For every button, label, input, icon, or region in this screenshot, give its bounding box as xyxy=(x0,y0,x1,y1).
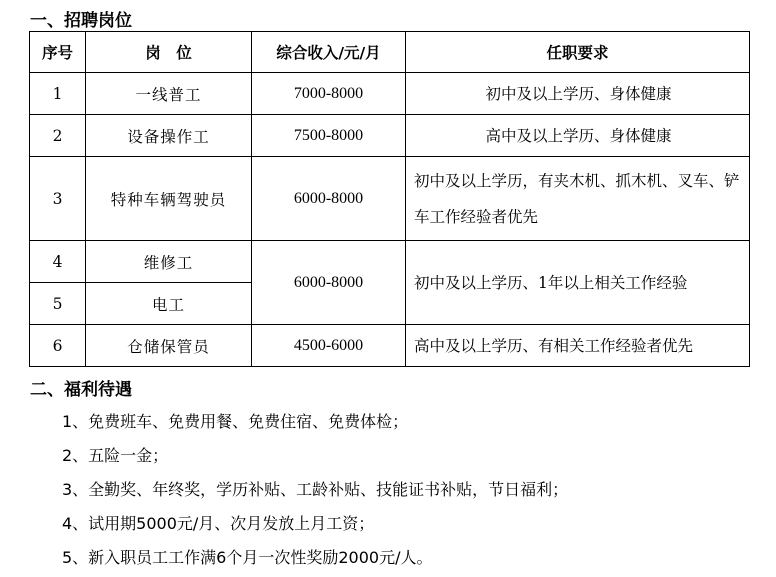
row-number: 1 xyxy=(30,73,86,115)
row-salary: 6000-8000 xyxy=(252,157,406,241)
row-number: 6 xyxy=(30,325,86,367)
row-position: 电工 xyxy=(86,283,252,325)
row-salary: 7500-8000 xyxy=(252,115,406,157)
list-item: 5、新入职员工工作满6个月一次性奖励2000元/人。 xyxy=(62,548,433,567)
row-position: 设备操作工 xyxy=(86,115,252,157)
row-number: 3 xyxy=(30,157,86,241)
table-row xyxy=(30,73,750,115)
row-position: 仓储保管员 xyxy=(86,325,252,367)
row-position: 特种车辆驾驶员 xyxy=(86,157,252,241)
row-salary: 4500-6000 xyxy=(252,325,406,367)
positions-table xyxy=(29,31,750,367)
row-requirement: 初中及以上学历、1年以上相关工作经验 xyxy=(406,241,750,325)
header-position: 岗 位 xyxy=(86,32,252,73)
table-row xyxy=(30,241,750,283)
table-row xyxy=(30,115,750,157)
table-row xyxy=(30,325,750,367)
row-requirement: 初中及以上学历，有夹木机、抓木机、叉车、铲车工作经验者优先 xyxy=(406,157,750,241)
row-requirement: 高中及以上学历、有相关工作经验者优先 xyxy=(406,325,750,367)
row-number: 2 xyxy=(30,115,86,157)
list-item: 3、全勤奖、年终奖，学历补贴、工龄补贴、技能证书补贴，节日福利； xyxy=(62,480,569,499)
row-number: 5 xyxy=(30,283,86,325)
list-item: 1、免费班车、免费用餐、免费住宿、免费体检； xyxy=(62,412,409,431)
section-title-benefits: 二、福利待遇 xyxy=(30,380,132,400)
benefits-list xyxy=(62,405,568,575)
row-position: 维修工 xyxy=(86,241,252,283)
table-header-row xyxy=(30,32,750,73)
list-item: 2、五险一金； xyxy=(62,446,169,465)
section-title-positions: 一、招聘岗位 xyxy=(30,11,132,31)
header-salary: 综合收入/元/月 xyxy=(252,32,406,73)
row-number: 4 xyxy=(30,241,86,283)
table-row xyxy=(30,157,750,241)
row-salary: 6000-8000 xyxy=(252,241,406,325)
row-salary: 7000-8000 xyxy=(252,73,406,115)
row-requirement: 高中及以上学历、身体健康 xyxy=(406,115,750,157)
header-requirement: 任职要求 xyxy=(406,32,750,73)
row-requirement: 初中及以上学历、身体健康 xyxy=(406,73,750,115)
header-number: 序号 xyxy=(30,32,86,73)
list-item: 4、试用期5000元/月、次月发放上月工资； xyxy=(62,514,375,533)
row-position: 一线普工 xyxy=(86,73,252,115)
